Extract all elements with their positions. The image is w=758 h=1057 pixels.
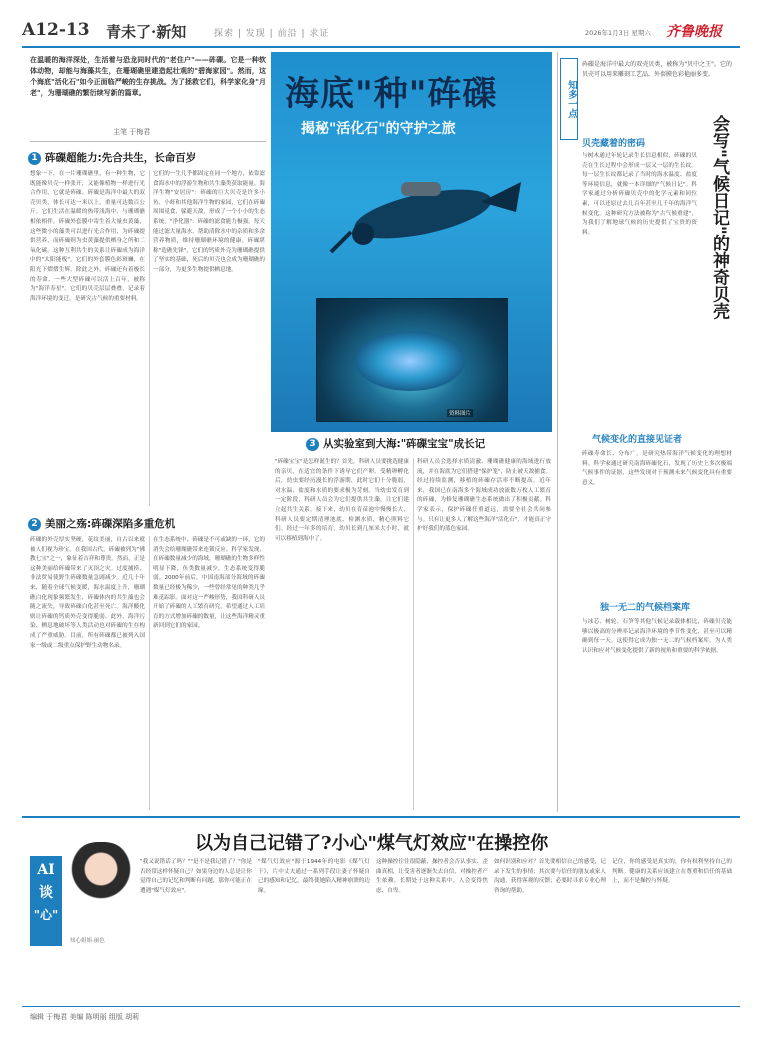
hero-title: 海底"种"砗磲 — [285, 74, 498, 114]
col-divider — [413, 458, 414, 810]
page-number: A12-13 — [22, 20, 90, 40]
section3-number: 3 — [306, 438, 319, 451]
clam-shape — [355, 331, 465, 391]
section3-title: 从实验室到大海:"砗磲宝宝"成长记 — [323, 438, 486, 450]
section-tags: 探索 | 发现 | 前沿 | 求证 — [214, 29, 330, 39]
sidebar-text-1: 与树木通过年轮记录生长信息相似，砗磲的贝壳在生长过程中会形成一层又一层的生长纹。每一层生长纹都记录了当时的海水温度、盐度等环境信息，就像一本详细的"气候日记"。科学家通过分析砗磲贝壳中的化学元素和同位素，可以还原过去几百年甚至几千年的海洋气候变化。这种研究方法被称为"古气候重建"，为我们了解地球气候的历史提供了宝贵的资料。 — [582, 153, 697, 236]
lead-paragraph: 在温暖的海洋深处，生活着与恐龙同时代的"老住户"——砗磲。它是一种软体动物，却能与海藻共生，在珊瑚礁里建造起壮观的"碧海家园"。然而，这个海底"活化石"如今正面临严峻的生存挑战。为了拯救它们，科学家化身"月老"，为珊瑚礁的繁衍续写新的篇章。 — [30, 56, 266, 97]
lead-author: 主笔 于梅君 — [113, 128, 151, 136]
column-col4: 如何识别和应对？首先要相信自己的感受，记录下发生的事情；其次要与信任的朋友或家人沟通，获得客观的反馈；必要时寻求专业心理咨询的帮助。 — [494, 859, 606, 894]
column-tag-a: AI — [37, 862, 55, 878]
author-avatar — [68, 842, 134, 932]
hero-subtitle: 揭秘"活化石"的守护之旅 — [301, 121, 456, 137]
col-divider — [149, 536, 150, 810]
section2-number: 2 — [28, 518, 41, 531]
section-name: 青未了·新知 — [106, 23, 187, 41]
section3-col1: "砗磲宝宝"是怎样诞生的？首先，科研人员要挑选健康的亲贝，在适宜的条件下诱导它们产卵。受精卵孵化后，幼虫要经历漫长的浮游期，此时它们十分脆弱，对水温、盐度和水质的要求极为苛刻。当幼虫发育到一定阶段，科研人员会为它们提供共生藻，让它们建立起共生关系。接下来，幼贝在育苗池中慢慢长大，科研人员要定期清理池底、检测水质，精心照料它们。经过一年多的培育，幼贝长到几厘米大小时，就可以移植到海中了。 — [275, 459, 409, 542]
section1-col1: 想象一下，在一片珊瑚礁里，有一种生物，它既能像贝壳一样张开，又能像植物一样进行光合作用，它就是砗磲。砗磲是海洋中最大的双壳贝类，体长可达一米以上，重量可达数百公斤。它们生活在温暖的热带浅海中，与珊瑚礁相依相伴。砗磲外套膜中寄生着大量虫黄藻，这些微小的藻类可以进行光合作用，为砗磲提供营养，而砗磲则为虫黄藻提供栖身之所和二氧化碳。这种互利共生的关系让砗磲成为海洋中的"太阳能板"，它们的外套膜色彩斑斓，在阳光下熠熠生辉。除此之外，砗磲还有着极长的寿命，一些大型砗磲可以活上百年，被称为"海洋寿星"。它们的贝壳层层叠叠，记录着海洋环境的变迁，是研究古气候的重要材料。 — [30, 171, 145, 302]
section1-col2: 它们的一生几乎都固定在同一个地方，依靠滤食海水中的浮游生物和共生藻类获取能量。海洋生物"安居房"：砗磲的巨大贝壳是许多小鱼、小虾和其他海洋生物的家园，它们在砗磲周围觅食、躲避天敌，形成了一个小小的生态系统。"净化器"：砗磲的滤食能力极强，每天能过滤大量海水，帮助清除水中的杂质和多余营养物质，维持珊瑚礁环境的健康。砗磲堪称"造礁先锋"，它们的钙质外壳为珊瑚礁提供了坚实的基础，死后的贝壳也会成为珊瑚礁的一部分，为更多生物提供栖息地。 — [153, 171, 265, 273]
section2-col2: 在生态系统中，砗磲是不可或缺的一环，它的消失会给珊瑚礁带来连锁反应。科学家发现，在砗磲数量减少的海域，珊瑚礁的生物多样性明显下降，鱼类数量减少，生态系统变得脆弱。2000年前后，中国南海部分海域的砗磲数量已经极为稀少，一些曾经常见的种类几乎难觅踪影。面对这一严峻形势，我国科研人员开始了砗磲的人工繁育研究，希望通过人工培育的方式增加砗磲的数量，让这些海洋精灵重新回到它们的家园。 — [153, 537, 265, 630]
sidebar-text-3: 与冰芯、树轮、石笋等其他气候记录载体相比，砗磲贝壳能够以极高的分辨率记录海洋环境的季节性变化，甚至可以精确到每一天。这使得它成为独一无二的气候档案库，为人类认识和应对气候变化提供了新的视角和重要的科学依据。 — [582, 619, 732, 654]
section2-heading — [28, 516, 175, 531]
page-header — [22, 18, 740, 48]
footer-rule — [22, 1006, 740, 1007]
section2-title: 美丽之殇:砗磲深陷多重危机 — [45, 518, 176, 530]
column-tag-c: "心" — [33, 908, 59, 922]
column-col2: "煤气灯效应"源于1944年的电影《煤气灯下》，片中丈夫通过一系列手段让妻子怀疑自己的感知和记忆，最终使她陷入精神崩溃的边缘。 — [258, 859, 370, 894]
header-rule — [22, 46, 740, 48]
author-caption: 知心姐姐·丽色 — [70, 938, 105, 944]
sidebar-divider — [557, 52, 558, 812]
tag-0: 探索 — [214, 29, 235, 39]
tag-2: 前沿 — [277, 29, 298, 39]
issue-date: 2026年1月3日 星期六 — [585, 29, 651, 37]
sidebar-title: 会写"气候日记"的神奇贝壳 — [709, 115, 729, 320]
col-divider — [149, 170, 150, 506]
section3-col2: 科研人员会选择水质清澈、珊瑚礁健康的海域进行放流，并在海底为它们搭建"保护笼"，防止被天敌捕食。经过持续监测，移植的砗磲存活率不断提高。近年来，我国已在南海多个海域成功放流数万枚人工繁育的砗磲，为修复珊瑚礁生态系统做出了积极贡献。科学家表示，保护砗磲任重道远，需要全社会共同参与。只有让更多人了解这些海洋"活化石"，才能真正守护好我们的蓝色家园。 — [417, 459, 551, 533]
column-col3: 这种操控往往很隐蔽，操控者会否认事实、歪曲真相，让受害者逐渐失去自信，对操控者产生依赖。长期处于这种关系中，人会变得焦虑、自卑。 — [376, 859, 488, 894]
section3-heading — [306, 436, 485, 451]
column-title: 以为自己记错了?小心"煤气灯效应"在操控你 — [195, 833, 549, 854]
paper-logo: 齐鲁晚报 — [666, 24, 722, 40]
column-col5: 记住，你的感受是真实的，你有权利坚持自己的判断。健康的关系应该建立在尊重和信任的基础上，而不是操控与怀疑。 — [612, 859, 732, 885]
sidebar-subhead-3: 独一无二的气候档案库 — [600, 603, 691, 613]
column-tag — [30, 856, 62, 946]
column-tag-b: 谈 — [39, 885, 53, 901]
knowledge-label: 知多一点 — [560, 58, 578, 140]
section1-title: 砗磲超能力:先合共生，长命百岁 — [45, 152, 197, 164]
sidebar-intro: 砗磲是海洋中最大的双壳贝类，被称为"贝中之王"。它的贝壳可以用来雕刻工艺品，外套膜色彩艳丽多变。 — [582, 61, 732, 78]
section1-number: 1 — [28, 152, 41, 165]
sidebar-text-2: 砗磲寿命长、分布广，是研究热带海洋气候变化的理想材料。科学家通过研究南海砗磲化石，发现了历史上多次极端气候事件的证据，这些发现对于预测未来气候变化具有重要意义。 — [582, 451, 732, 486]
photo-caption: 资料图片 — [449, 411, 472, 417]
section2-col1: 砗磲的外壳厚实坚硬，花纹美丽，自古以来就被人们视为珍宝。在我国古代，砗磲被列为"佛教七宝"之一，象征着吉祥和尊贵。然而，正是这种美丽给砗磲带来了灭顶之灾。过度捕捞、非法贸易使野生砗磲数量急剧减少。近几十年来，随着全球气候变暖，海水温度上升，珊瑚礁白化现象频繁发生，砗磲体内的共生藻也会随之流失，导致砗磲白化甚至死亡。海洋酸化则让砗磲的钙质外壳变得脆弱。此外，海洋污染、栖息地破坏等人类活动也对砗磲的生存构成了严重威胁。目前，所有砗磲都已被列入国家一级或二级重点保护野生动物名录。 — [30, 537, 145, 649]
hero-panel — [271, 52, 552, 432]
tag-3: 求证 — [309, 29, 330, 39]
tag-1: 发现 — [245, 29, 266, 39]
column-col1: "我又说错话了吗？""是不是我记错了？"你是否经常这样怀疑自己？如果身边的人总是让你觉得自己的记忆和判断有问题，那你可能正在遭遇"煤气灯效应"。 — [140, 859, 252, 894]
column-rule — [22, 816, 740, 818]
sidebar-subhead-2: 气候变化的直接见证者 — [592, 435, 683, 445]
diver-illustration — [311, 152, 531, 272]
section1-heading — [28, 150, 196, 165]
sidebar-subhead-1: 贝壳藏着的密码 — [582, 139, 646, 149]
footer-credits: 编辑 于梅君 美编 陈明丽 组版 胡莉 — [30, 1013, 140, 1021]
hero-photo — [316, 298, 508, 422]
lead-rule — [30, 141, 266, 142]
